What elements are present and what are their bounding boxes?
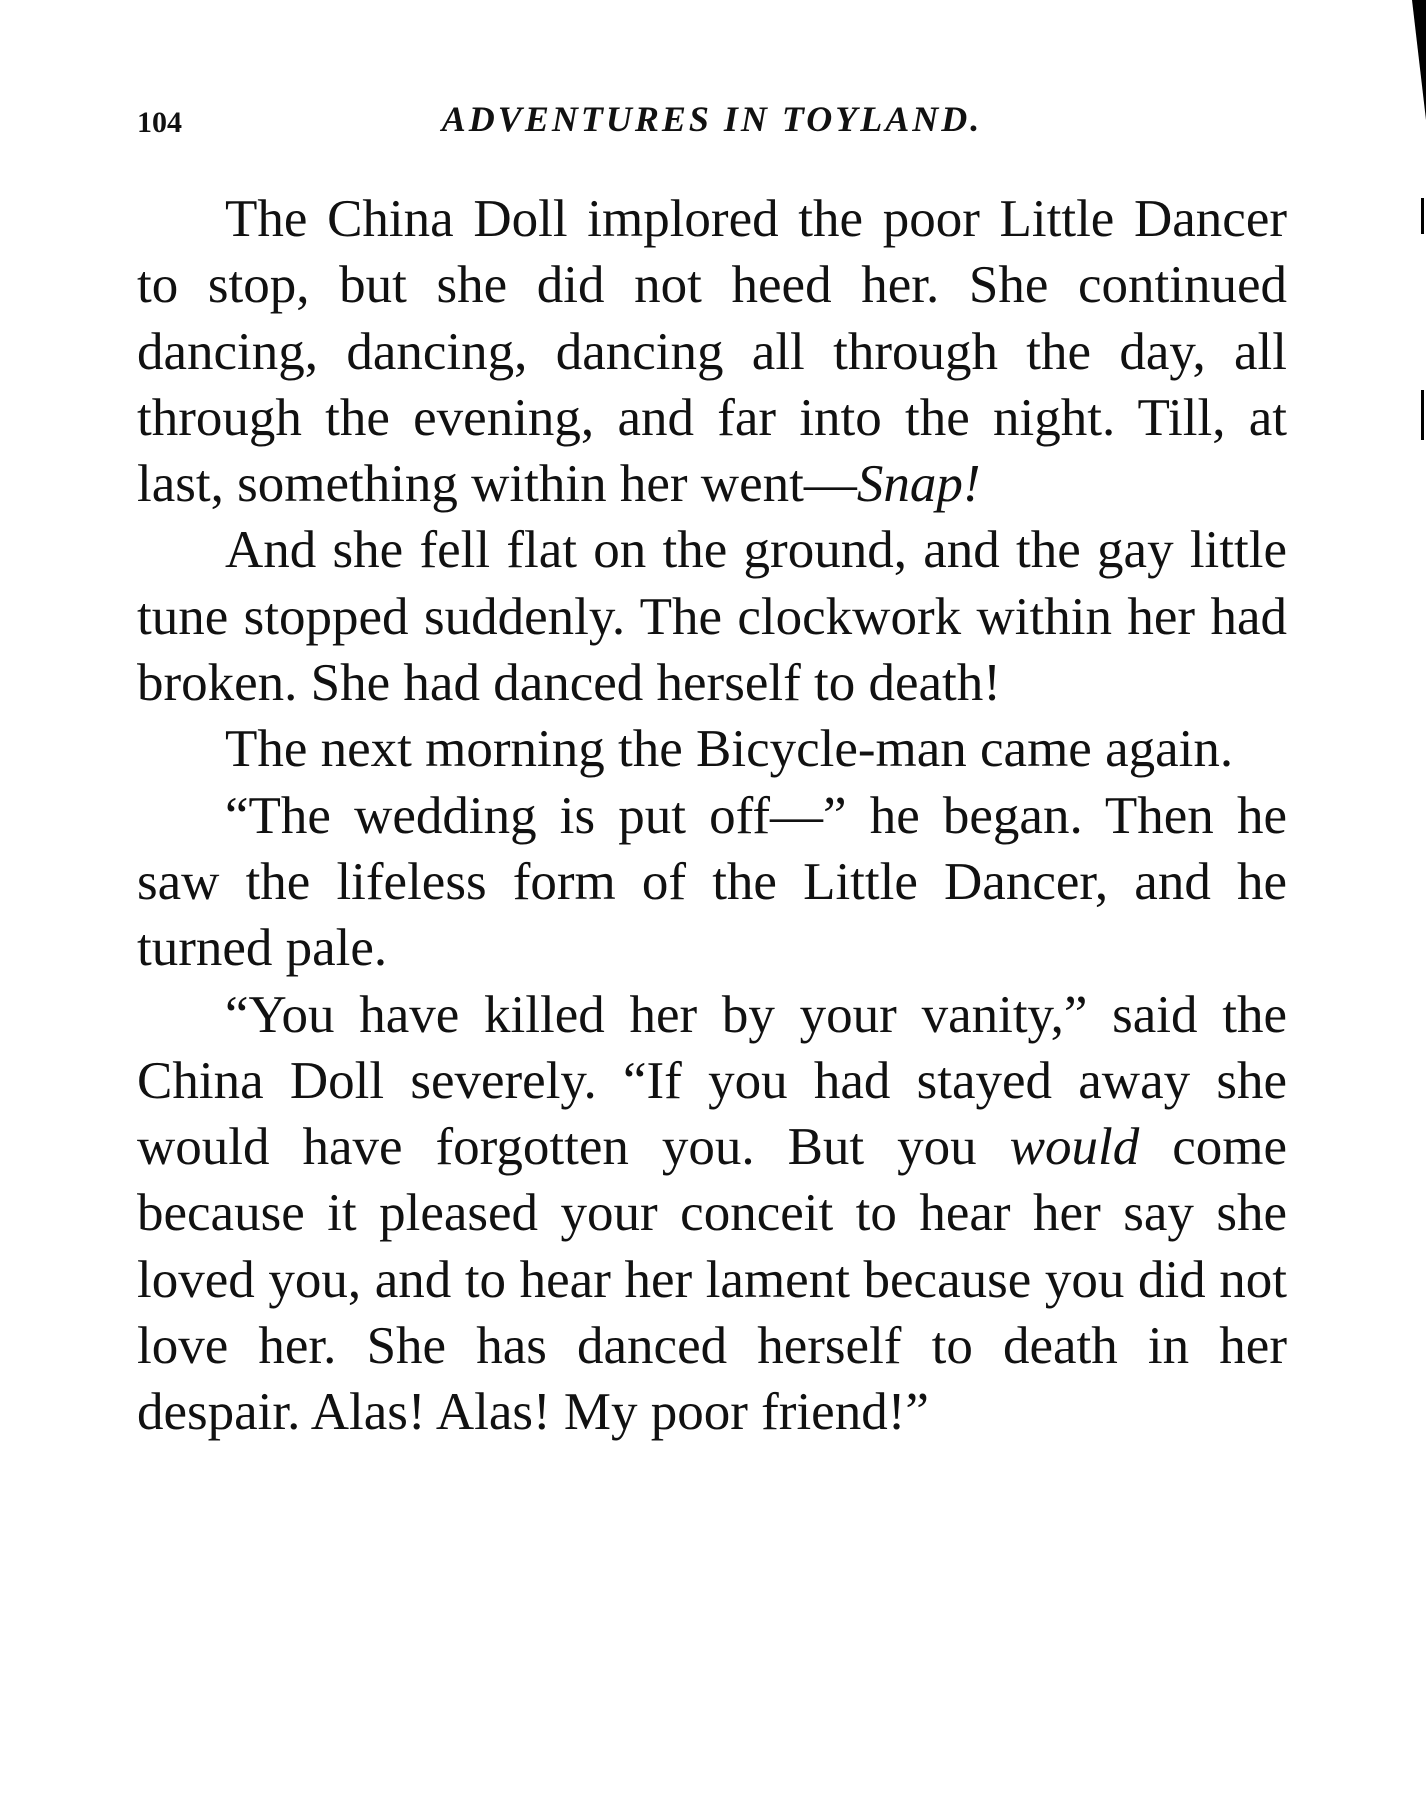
text-span: “The wedding is put off—” he began. Then he saw the lifeless form of the Little Dancer, and he turned pale. <box>137 786 1287 978</box>
paragraph <box>137 517 1287 716</box>
text-span: The next morning the Bicycle-man came again. <box>225 720 1234 779</box>
text-span: And she fell flat on the ground, and the gay little tune stopped suddenly. The clockwork within her had broken. She had danced herself to death! <box>137 521 1287 713</box>
page-number: 104 <box>137 106 182 139</box>
running-head <box>137 98 1287 148</box>
paragraph <box>137 716 1287 782</box>
text-span: “You have killed her by your vanity,” said the China Doll severely. “If you had stayed away she would have forgotten you. But you <box>137 985 1287 1177</box>
text-span: The China Doll implored the poor Little Dancer to stop, but she did not heed her. She continued dancing, dancing, dancing all through the day, all through the evening, and far into the night. Till, at last, something within her went— <box>137 190 1287 514</box>
book-title: ADVENTURES IN TOYLAND. <box>441 99 983 139</box>
paragraph <box>137 783 1287 982</box>
italic-text-span: would <box>1009 1118 1140 1177</box>
paragraph <box>137 186 1287 517</box>
italic-text-span: Snap! <box>856 455 981 514</box>
page-edge-shadow <box>1412 0 1426 120</box>
text-span: come because it pleased your conceit to hear her say she loved you, and to hear her lament because you did not love her. She has danced herself to death in her despair. Alas! Alas! My poor friend!” <box>137 1118 1287 1442</box>
margin-mark <box>1421 198 1424 234</box>
body-text <box>137 186 1287 1446</box>
paragraph <box>137 982 1287 1446</box>
margin-mark <box>1421 390 1424 440</box>
